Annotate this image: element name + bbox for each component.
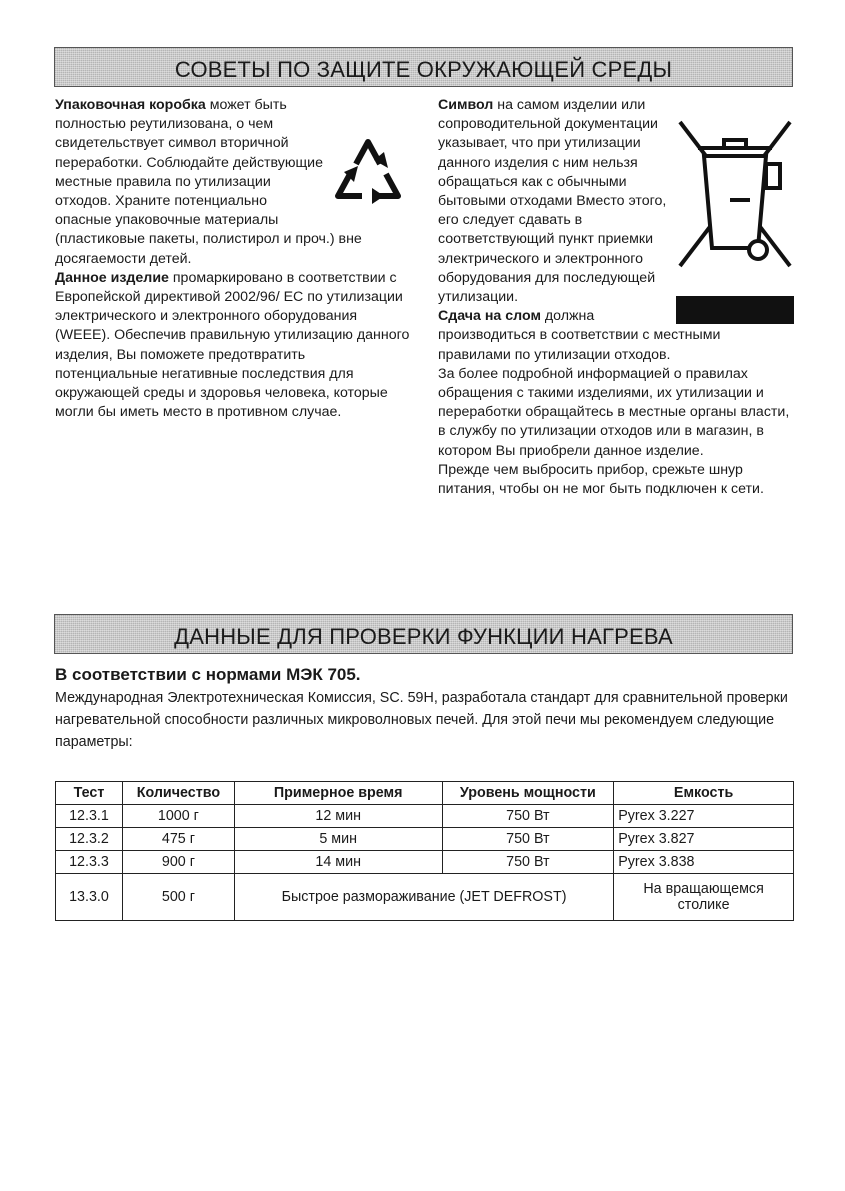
cell-time: 5 мин	[234, 828, 442, 851]
heating-test-section-title: ДАННЫЕ ДЛЯ ПРОВЕРКИ ФУНКЦИИ НАГРЕВА	[54, 614, 793, 654]
cut-cord-paragraph: Прежде чем выбросить прибор, срежьте шнур питания, чтобы он не мог быть подключен к сети.	[438, 461, 764, 498]
recycle-icon	[328, 124, 410, 210]
table-row	[56, 874, 794, 921]
header-test: Тест	[56, 782, 123, 805]
product-paragraph: Данное изделие промаркировано в соответствии с Европейской директивой 2002/96/ ЕС по утилизации электрического и электронного оборудования (WEEE). Обеспечив правильную утилизацию данного изделия, Вы поможете предотвратить потенциальные негативные последствия для окружающей среды и здоровья человека, которые могли бы иметь место в противном случае.	[55, 269, 410, 421]
header-container: Емкость	[614, 782, 794, 805]
environment-section-title: СОВЕТЫ ПО ЗАЩИТЕ ОКРУЖАЮЩЕЙ СРЕДЫ	[54, 47, 793, 87]
packaging-paragraph: Упаковочная коробка может быть полностью реутилизована, о чем свидетельствует символ вторичной переработки. Соблюдайте действующие местные правила по утилизации отходов. Храните потенциально опасные упаковочные материалы (пластиковые пакеты, полистирол и проч.) вне досягаемости детей.	[55, 97, 362, 267]
header-power: Уровень мощности	[442, 782, 614, 805]
standard-subtitle: В соответствии с нормами МЭК 705.	[55, 665, 361, 684]
table-row	[56, 851, 794, 874]
cell-power: 750 Вт	[442, 851, 614, 874]
table-header-row	[56, 782, 794, 805]
test-parameters-table	[55, 781, 794, 921]
cell-quantity: 1000 г	[122, 805, 234, 828]
table-row	[56, 828, 794, 851]
symbol-paragraph: Символ на самом изделии или сопроводительной документации указывает, что при утилизации данного изделия с ним нельзя обращаться как с обычными бытовыми отходами Вместо этого, его следует сдавать в соответствующий пункт приемки электрического и электронного оборудования для последующей утилизации.	[438, 97, 667, 306]
cell-power: 750 Вт	[442, 805, 614, 828]
cell-test: 13.3.0	[56, 874, 123, 921]
cell-power: 750 Вт	[442, 828, 614, 851]
cell-quantity: 500 г	[122, 874, 234, 921]
table-row	[56, 805, 794, 828]
cell-container: Pyrex 3.838	[614, 851, 794, 874]
cell-container: На вращающемся столике	[614, 874, 794, 921]
cell-defrost-mode: Быстрое размораживание (JET DEFROST)	[234, 874, 613, 921]
cell-container: Pyrex 3.227	[614, 805, 794, 828]
header-time: Примерное время	[234, 782, 442, 805]
packaging-column	[55, 96, 410, 422]
cell-time: 14 мин	[234, 851, 442, 874]
info-paragraph: За более подробной информацией о правилах обращения с такими изделиями, их утилизации и переработки обращайтесь в местные органы власти, в службу по утилизации отходов или в магазин, в котором Вы приобрели данное изделие.	[438, 365, 790, 459]
cell-test: 12.3.3	[56, 851, 123, 874]
crossed-bin-icon	[674, 116, 796, 326]
symbol-column	[438, 96, 794, 499]
cell-test: 12.3.2	[56, 828, 123, 851]
intro-paragraph: Международная Электротехническая Комиссия, SC. 59H, разработала стандарт для сравнительной проверки нагревательной способности различных микроволновых печей. Для этой печи мы рекомендуем следующие параметры:	[55, 690, 788, 750]
scrap-paragraph: Сдача на слом должна производиться в соответствии с местными правилами по утилизации отходов.	[438, 308, 721, 363]
cell-test: 12.3.1	[56, 805, 123, 828]
cell-container: Pyrex 3.827	[614, 828, 794, 851]
cell-quantity: 475 г	[122, 828, 234, 851]
cell-quantity: 900 г	[122, 851, 234, 874]
header-quantity: Количество	[122, 782, 234, 805]
cell-time: 12 мин	[234, 805, 442, 828]
